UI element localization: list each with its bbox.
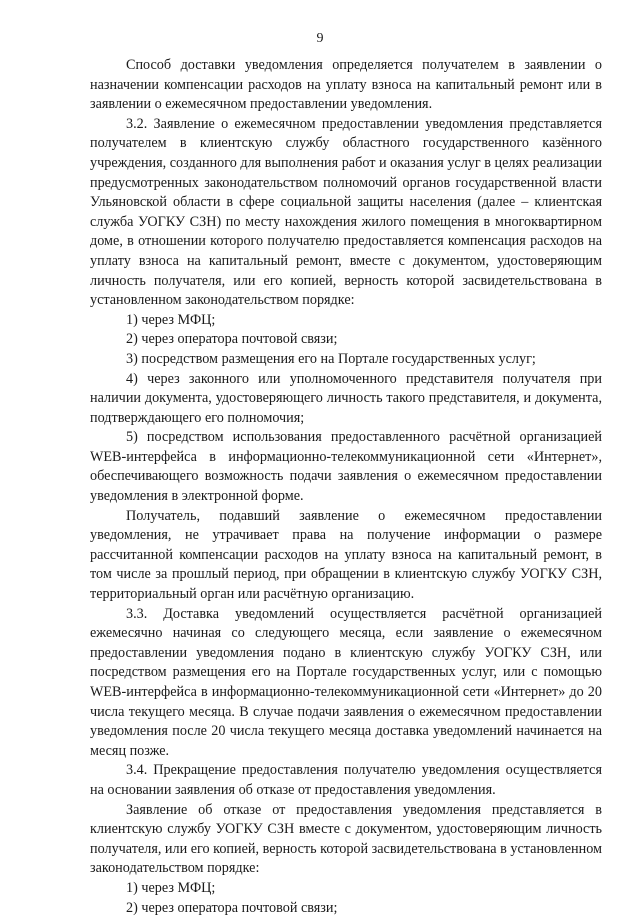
document-body — [90, 56, 602, 918]
list-item: 2) через оператора почтовой связи; — [126, 331, 338, 348]
list-item: 4) через законного или уполномоченного представителя получателя при наличии документа, удостоверяющего личность такого представителя, и документа, подтверждающего его полномочия; — [90, 370, 602, 426]
paragraph-3-2: 3.2. Заявление о ежемесячном предоставлении уведомления представляется получателем в клиентскую службу областного государственного казённого учреждения, созданного для выполнения работ и оказания услуг в целях реализации предусмотренных законодательством полномочий органов государственной власти Ульяновской области в сфере социальной защиты населения (далее – клиентская служба УОГКУ СЗН) по месту нахождения жилого помещения в многоквартирном доме, в отношении которого получателю предоставляется компенсация расходов на уплату взноса на капитальный ремонт, вместе с документом, удостоверяющим личность получателя, или его копией, верность которой засвидетельствована в установленном законодательством порядке: — [90, 115, 602, 309]
paragraph-3-3: 3.3. Доставка уведомлений осуществляется расчётной организацией ежемесячно начиная со следующего месяца, если заявление о ежемесячном предоставлении уведомления подано в клиентскую службу УОГКУ СЗН, или посредством размещения его на Портале государственных услуг, или с помощью WEB-интерфейса в информационно-телекоммуникационной сети «Интернет» до 20 числа текущего месяца. В случае подачи заявления о ежемесячном предоставлении уведомления после 20 числа текущего месяца доставка уведомлений начинается на месяц позже. — [90, 605, 602, 759]
list-item: 5) посредством использования предоставленного расчётной организацией WEB-интерфейса в информационно-телекоммуникационной сети «Интернет», обеспечивающего возможность подачи заявления о ежемесячном предоставлении уведомления в электронной форме. — [90, 429, 602, 505]
list-item: 1) через МФЦ; — [126, 879, 216, 896]
page-number: 9 — [316, 31, 324, 46]
list-item: 1) через МФЦ; — [126, 311, 216, 328]
paragraph-delivery-method: Способ доставки уведомления определяется получателем в заявлении о назначении компенсации расходов на уплату взноса на капитальный ремонт или в заявлении о ежемесячном предоставлении уведомления. — [90, 57, 602, 113]
list-item: 3) посредством размещения его на Портале государственных услуг; — [126, 350, 536, 367]
paragraph-refusal-application: Заявление об отказе от предоставления уведомления представляется в клиентскую службу УОГКУ СЗН вместе с документом, удостоверяющим личность получателя, или его копией, верность которой засвидетельствована в установленном законодательством порядке: — [90, 801, 603, 877]
paragraph-3-4: 3.4. Прекращение предоставления получателю уведомления осуществляется на основании заявления об отказе от предоставления уведомления. — [90, 762, 602, 798]
list-item: 2) через оператора почтовой связи; — [126, 899, 338, 916]
paragraph-recipient-rights: Получатель, подавший заявление о ежемесячном предоставлении уведомления, не утрачивает права на получение информации о размере рассчитанной компенсации расходов на уплату взноса на капитальный ремонт, в том числе за прошлый период, при обращении в клиентскую службу УОГКУ СЗН, территориальный орган или расчётную организацию. — [90, 507, 602, 603]
